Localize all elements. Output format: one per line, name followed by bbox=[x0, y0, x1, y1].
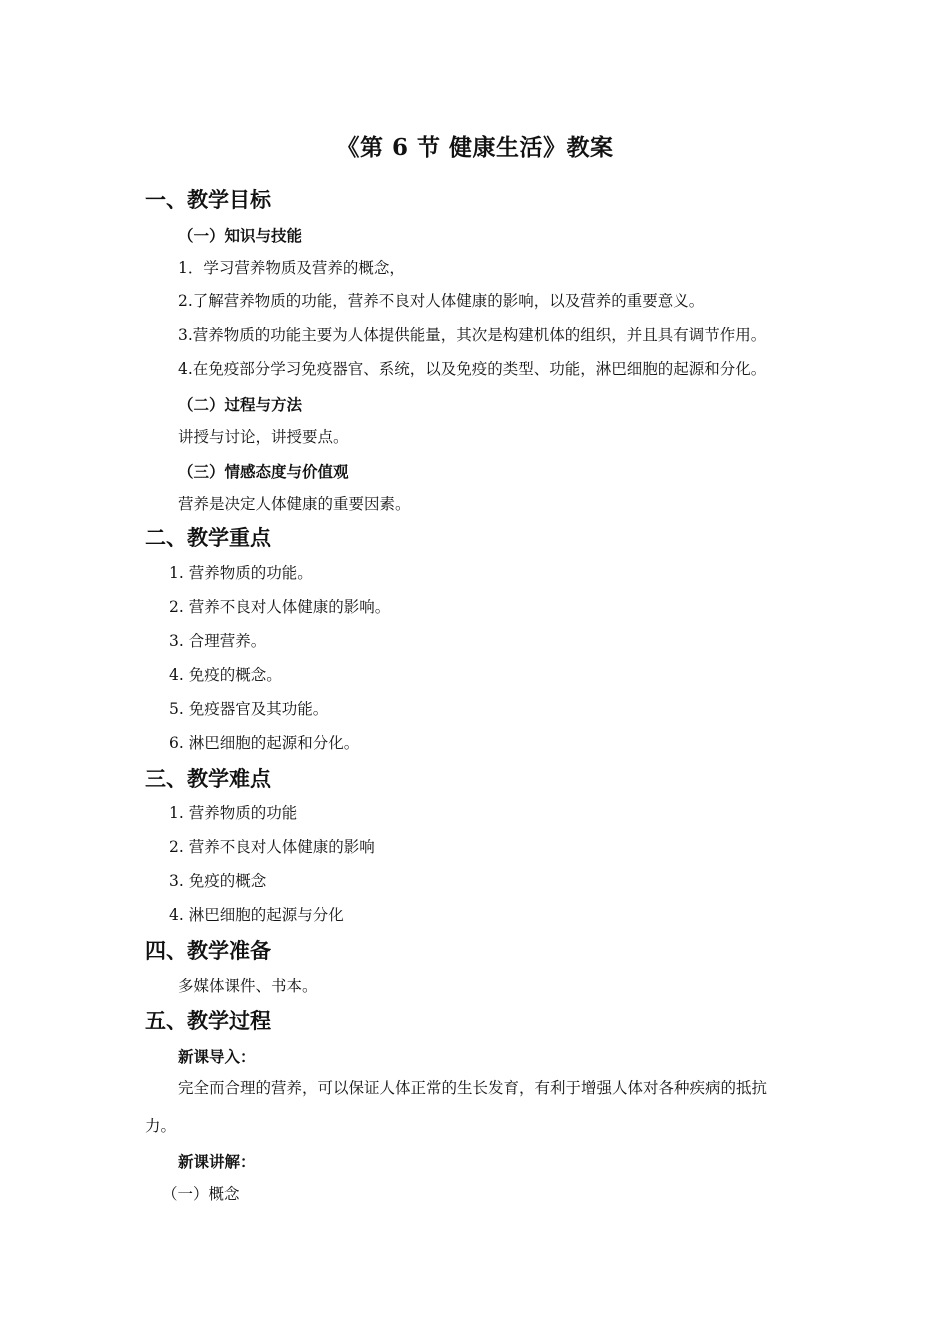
objective-item: 4.在免疫部分学习免疫器官、系统，以及免疫的类型、功能，淋巴细胞的起源和分化。 bbox=[178, 360, 767, 378]
list-item: 5. 免疫器官及其功能。 bbox=[169, 700, 329, 718]
list-item: （一）概念 bbox=[162, 1185, 240, 1203]
section-heading-difficulties: 三、教学难点 bbox=[145, 766, 271, 791]
list-item: 2. 营养不良对人体健康的影响。 bbox=[169, 598, 391, 616]
objective-item: 1．学习营养物质及营养的概念， bbox=[178, 259, 405, 277]
list-item: 1. 营养物质的功能。 bbox=[169, 564, 313, 582]
list-item: 2. 营养不良对人体健康的影响 bbox=[169, 838, 375, 856]
list-item: 4. 免疫的概念。 bbox=[169, 666, 282, 684]
section-heading-preparation: 四、教学准备 bbox=[145, 938, 271, 963]
subheading-knowledge-skills: （一）知识与技能 bbox=[178, 226, 303, 245]
list-item: 3. 免疫的概念 bbox=[169, 872, 267, 890]
list-item: 4. 淋巴细胞的起源与分化 bbox=[169, 906, 344, 924]
paragraph: 营养是决定人体健康的重要因素。 bbox=[178, 495, 411, 513]
list-item: 1. 营养物质的功能 bbox=[169, 804, 298, 822]
section-heading-process: 五、教学过程 bbox=[145, 1008, 271, 1033]
subheading-attitude-values: （三）情感态度与价值观 bbox=[178, 462, 349, 481]
section-heading-objectives: 一、教学目标 bbox=[145, 187, 271, 212]
document-title: 《第 6 节 健康生活》教案 bbox=[336, 134, 614, 161]
paragraph-continuation: 力。 bbox=[145, 1117, 177, 1135]
label-lesson-intro: 新课导入： bbox=[178, 1047, 256, 1066]
paragraph: 完全而合理的营养，可以保证人体正常的生长发育，有利于增强人体对各种疾病的抵抗 bbox=[178, 1079, 768, 1097]
objective-item: 2.了解营养物质的功能，营养不良对人体健康的影响，以及营养的重要意义。 bbox=[178, 292, 705, 310]
objective-item: 3.营养物质的功能主要为人体提供能量，其次是构建机体的组织，并且具有调节作用。 bbox=[178, 326, 767, 344]
paragraph: 讲授与讨论，讲授要点。 bbox=[178, 428, 349, 446]
subheading-process-method: （二）过程与方法 bbox=[178, 395, 303, 414]
label-lesson-lecture: 新课讲解： bbox=[178, 1152, 256, 1171]
section-heading-key-points: 二、教学重点 bbox=[145, 525, 271, 550]
list-item: 3. 合理营养。 bbox=[169, 632, 267, 650]
paragraph: 多媒体课件、书本。 bbox=[178, 977, 318, 995]
list-item: 6. 淋巴细胞的起源和分化。 bbox=[169, 734, 360, 752]
